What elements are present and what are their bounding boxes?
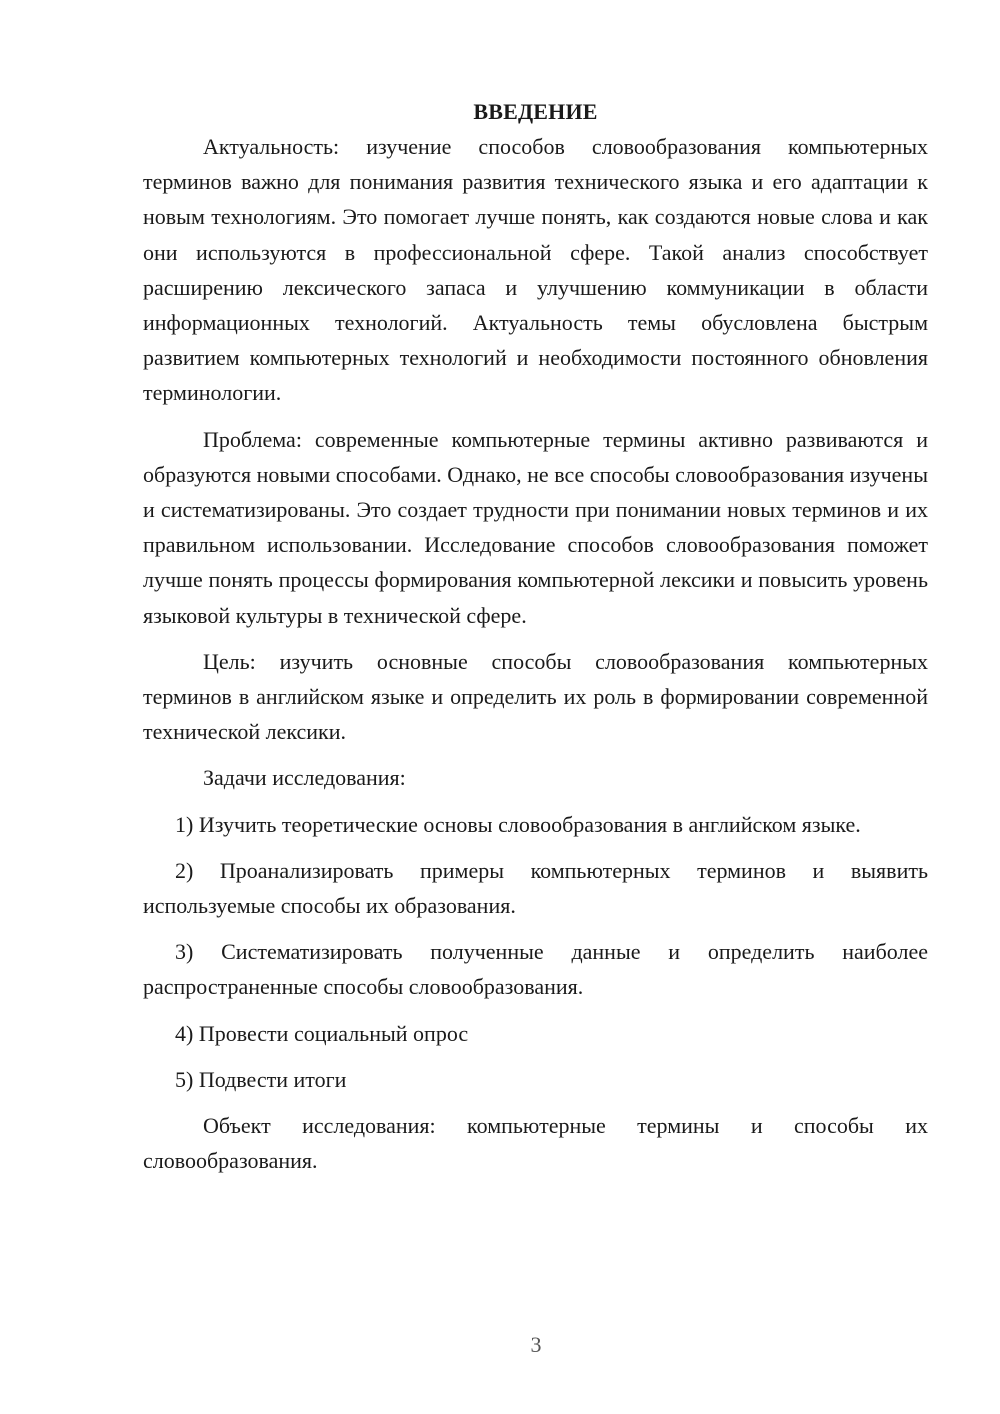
task-item: 1) Изучить теоретические основы словообразования в английском языке. bbox=[175, 811, 861, 837]
task-item: 4) Провести социальный опрос bbox=[175, 1020, 469, 1046]
document-page bbox=[143, 94, 928, 1189]
goal-paragraph: Цель: изучить основные способы словообразования компьютерных терминов в английском языке и определить их роль в формировании современной технической лексики. bbox=[143, 648, 928, 745]
page-title: ВВЕДЕНИЕ bbox=[473, 99, 598, 124]
task-item: 3) Систематизировать полученные данные и определить наиболее распространенные способы словообразования. bbox=[143, 939, 928, 1000]
task-item: 5) Подвести итоги bbox=[175, 1066, 347, 1092]
page-number: 3 bbox=[530, 1332, 542, 1357]
tasks-heading: Задачи исследования: bbox=[203, 765, 406, 791]
relevance-paragraph: Актуальность: изучение способов словообразования компьютерных терминов важно для понимания развития технического языка и его адаптации к новым технологиям. Это помогает лучше понять, как создаются новые слова и как они используются в профессиональной сфере. Такой анализ способствует расширению лексического запаса и улучшению коммуникации в области информационных технологий. Актуальность темы обусловлена быстрым развитием компьютерных технологий и необходимости постоянного обновления терминологии. bbox=[143, 134, 928, 406]
object-paragraph: Объект исследования: компьютерные термины и способы их словообразования. bbox=[143, 1113, 928, 1174]
problem-paragraph: Проблема: современные компьютерные термины активно развиваются и образуются новыми способами. Однако, не все способы словообразования изучены и систематизированы. Это создает трудности при понимании новых терминов и их правильном использовании. Исследование способов словообразования поможет лучше понять процессы формирования компьютерной лексики и повысить уровень языковой культуры в технической сфере. bbox=[143, 426, 928, 628]
task-item: 2) Проанализировать примеры компьютерных терминов и выявить используемые способы их образования. bbox=[143, 857, 928, 919]
